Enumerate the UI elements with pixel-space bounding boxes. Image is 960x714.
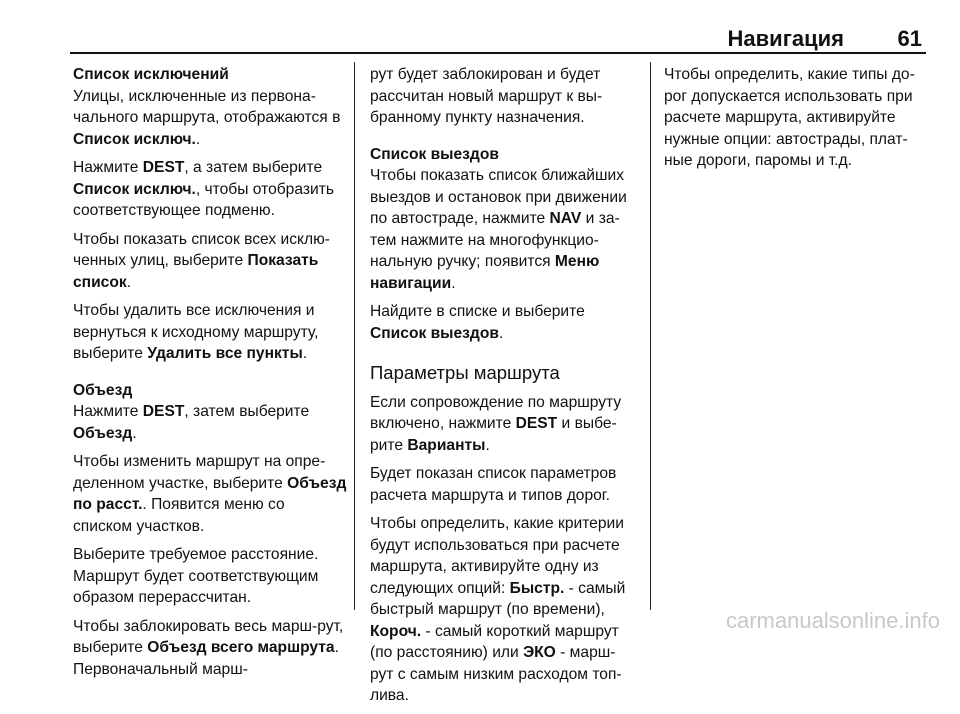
- paragraph: Найдите в списке и выберите Список выездов.: [370, 303, 585, 342]
- column-2: [370, 64, 638, 714]
- paragraph: Чтобы удалить все исключения и вернуться к исходному маршруту, выберите Удалить все пункты.: [73, 302, 319, 362]
- paragraph: Чтобы показать список всех исклю-ченных улиц, выберите Показать список.: [73, 230, 330, 291]
- paragraph: Чтобы заблокировать весь марш-рут, выберите Объезд всего маршрута. Первоначальный марш-: [73, 617, 344, 678]
- paragraph: Если сопровождение по маршруту включено, нажмите DEST и выбе-рите Варианты.: [370, 393, 622, 454]
- paragraph: Чтобы определить, какие типы до-рог допускается использовать при расчете маршрута, активируйте нужные опции: автострады, плат-ные дороги, паромы и т.д.: [664, 66, 915, 169]
- section-heading-route-options: Параметры маршрута: [370, 362, 560, 383]
- watermark: carmanualsonline.info: [725, 608, 940, 633]
- section-heading-exits: Список выездов: [370, 145, 499, 163]
- paragraph: Нажмите DEST, затем выберите Объезд.: [73, 403, 310, 442]
- paragraph: Улицы, исключенные из первона-чального маршрута, отображаются в Список исключ..: [73, 87, 341, 148]
- section-heading-detour: Объезд: [73, 381, 133, 399]
- paragraph: Чтобы определить, какие критерии будут использоваться при расчете маршрута, активируйте одну из следующих опций: Быстр. - самый быстрый маршрут (по времени), Короч. - самый короткий маршрут (по расстоянию) или ЭКО - марш-рут с самым низким расходом топ-лива.: [370, 515, 626, 704]
- page-header: [70, 22, 926, 54]
- column-1: [73, 64, 347, 687]
- column-divider-1: [354, 62, 355, 610]
- paragraph: Чтобы изменить маршрут на опре-деленном участке, выберите Объезд по расст.. Появится меню со списком участков.: [73, 453, 347, 535]
- paragraph: Нажмите DEST, а затем выберите Список исключ., чтобы отобразить соответствующее подменю.: [73, 159, 334, 219]
- column-divider-2: [650, 62, 651, 610]
- paragraph: рут будет заблокирован и будет рассчитан новый маршрут к вы-бранному пункту назначения.: [370, 66, 603, 126]
- page-title: Навигация: [727, 26, 844, 51]
- paragraph: Будет показан список параметров расчета маршрута и типов дорог.: [370, 465, 617, 504]
- paragraph: Выберите требуемое расстояние. Маршрут будет соответствующим образом перерассчитан.: [73, 546, 319, 606]
- column-3: [664, 64, 928, 179]
- paragraph: Чтобы показать список ближайших выездов и остановок при движении по автостраде, нажмите NAV и за-тем нажмите на многофункцио-нальную ручку; появится Меню навигации.: [370, 167, 627, 292]
- header-rule: [70, 52, 926, 54]
- page-number: 61: [897, 26, 922, 51]
- section-heading-exclusions: Список исключений: [73, 66, 229, 83]
